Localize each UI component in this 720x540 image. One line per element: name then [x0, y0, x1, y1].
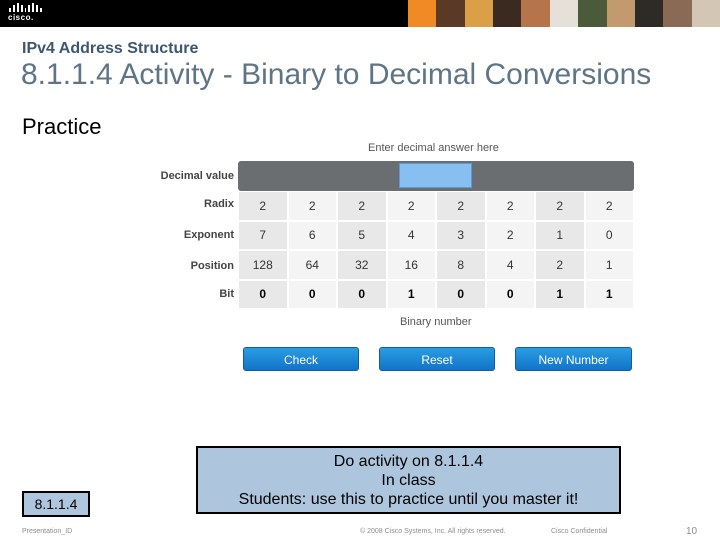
table-row-exponent	[238, 221, 634, 251]
table-cell: 2	[536, 251, 584, 279]
binary-number-caption: Binary number	[400, 316, 472, 328]
table-cell: 5	[338, 222, 386, 250]
footer-confidential: Cisco Confidential	[551, 528, 608, 535]
decimal-answer-input[interactable]	[399, 163, 472, 188]
table-cell: 2	[388, 192, 436, 220]
footer-copyright: © 2008 Cisco Systems, Inc. All rights reserved.	[360, 528, 506, 535]
table-cell: 16	[388, 251, 436, 279]
decimal-value-label: Decimal value	[160, 170, 234, 182]
header-photo-strip	[408, 0, 720, 27]
section-title: IPv4 Address Structure	[22, 40, 199, 57]
bit-cell[interactable]: 0	[487, 281, 535, 309]
note-line-1: Do activity on 8.1.1.4	[333, 452, 484, 470]
header-photo	[436, 0, 464, 27]
table-row-radix	[238, 191, 634, 221]
header-photo	[408, 0, 436, 27]
bit-cell[interactable]: 1	[536, 281, 584, 309]
table-cell: 2	[586, 192, 634, 220]
table-cell: 64	[289, 251, 337, 279]
cisco-logo	[8, 3, 42, 23]
footer-presentation-id: Presentation_ID	[22, 528, 73, 535]
row-label-bit: Bit	[219, 288, 234, 300]
bit-cell[interactable]: 1	[388, 281, 436, 309]
header-bar	[0, 0, 720, 27]
answer-prompt: Enter decimal answer here	[368, 142, 499, 154]
table-cell: 32	[338, 251, 386, 279]
new-number-button[interactable]: New Number	[515, 347, 632, 371]
table-cell: 8	[437, 251, 485, 279]
header-photo	[692, 0, 720, 27]
header-photo	[550, 0, 578, 27]
cisco-logo-text: cisco.	[8, 13, 34, 22]
note-line-2: In class	[381, 471, 436, 489]
bit-cell[interactable]: 0	[437, 281, 485, 309]
decimal-value-row	[238, 161, 634, 191]
table-cell: 3	[437, 222, 485, 250]
bit-cell[interactable]: 0	[239, 281, 287, 309]
row-label-position: Position	[190, 260, 234, 272]
page-number: 10	[686, 526, 698, 537]
table-row-position	[238, 250, 634, 280]
table-cell: 4	[487, 251, 535, 279]
note-line-3: Students: use this to practice until you master it!	[238, 490, 579, 508]
table-cell: 1	[536, 222, 584, 250]
practice-label: Practice	[22, 114, 102, 139]
header-photo	[663, 0, 691, 27]
table-cell: 128	[239, 251, 287, 279]
row-label-radix: Radix	[204, 198, 234, 210]
table-cell: 4	[388, 222, 436, 250]
header-photo	[465, 0, 493, 27]
bit-cell[interactable]: 0	[338, 281, 386, 309]
table-cell: 2	[239, 192, 287, 220]
table-cell: 2	[487, 222, 535, 250]
binary-table	[238, 191, 634, 309]
activity-reference-box: 8.1.1.4	[22, 491, 90, 517]
check-button[interactable]: Check	[243, 347, 359, 371]
header-photo	[521, 0, 549, 27]
table-cell: 6	[289, 222, 337, 250]
header-photo	[578, 0, 606, 27]
table-cell: 2	[289, 192, 337, 220]
header-photo	[493, 0, 521, 27]
slide-title: 8.1.1.4 Activity - Binary to Decimal Conversions	[21, 58, 652, 91]
table-cell: 2	[437, 192, 485, 220]
bit-cell[interactable]: 1	[586, 281, 634, 309]
table-row-bit	[238, 280, 634, 310]
reset-button[interactable]: Reset	[379, 347, 495, 371]
binary-conversion-activity	[150, 140, 640, 380]
row-label-exponent: Exponent	[183, 229, 234, 241]
header-photo	[635, 0, 663, 27]
bit-cell[interactable]: 0	[289, 281, 337, 309]
table-cell: 2	[338, 192, 386, 220]
header-photo	[607, 0, 635, 27]
table-cell: 2	[487, 192, 535, 220]
table-cell: 2	[536, 192, 584, 220]
table-cell: 7	[239, 222, 287, 250]
table-cell: 1	[586, 251, 634, 279]
instruction-note	[196, 446, 621, 514]
table-cell: 0	[586, 222, 634, 250]
